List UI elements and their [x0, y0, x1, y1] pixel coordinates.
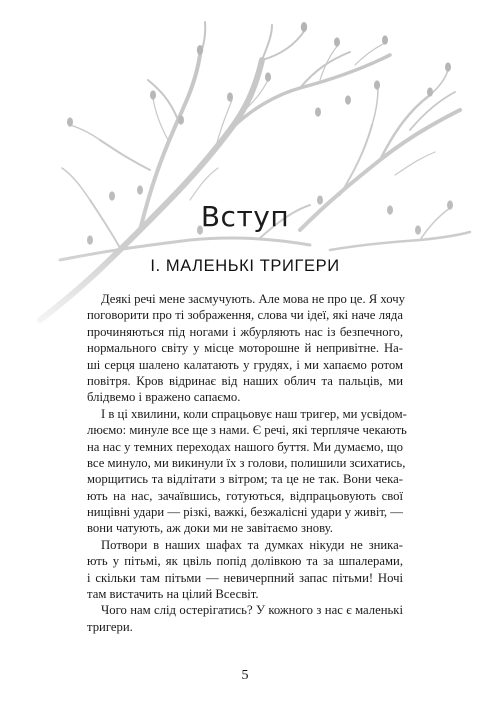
- chapter-title: Вступ: [200, 200, 290, 233]
- text-line: тригери.: [87, 619, 133, 634]
- text-line: прочиняються під ногами і жбурляють нас із безпечного,: [87, 324, 403, 339]
- branches-with-birds-illustration: [0, 0, 490, 330]
- text-line: морщитись та відлітати з вітром; та це не так. Вони чека-: [87, 472, 403, 487]
- text-line: там вистачить на цілий Всесвіт.: [87, 587, 259, 602]
- text-line: ють на нас, зачаївшись, готуються, відпрацьовують свої: [87, 488, 403, 503]
- text-line: блідвемо і вражено сапаємо.: [87, 390, 241, 405]
- text-line: повітря. Кров відринає від наших облич та пальців, ми: [87, 373, 403, 388]
- section-heading: I. МАЛЕНЬКІ ТРИГЕРИ: [150, 257, 340, 275]
- paragraph-2: [87, 406, 407, 537]
- text-line: ші серця шалено калатають у грудях, і ми хапаємо ротом: [87, 357, 403, 372]
- body-text: [87, 291, 407, 635]
- paragraph-1: [87, 291, 406, 406]
- text-line: і скільки там пітьми — невичерпний запас пітьми! Ночі: [87, 570, 403, 585]
- text-line: на нас у темних переходах нашого буття. Ми думаємо, що: [87, 439, 403, 454]
- text-line: Потвори в наших шафах та думках нікуди не зника-: [101, 537, 403, 552]
- text-line: Деякі речі мене засмучують. Але мова не про це. Я хочу: [101, 292, 406, 306]
- text-line: нищівні удари — різкі, важкі, безжалісні удари у живіт, —: [87, 505, 403, 520]
- text-line: все минуло, ми викинули їх з голови, полишили зсихатись,: [87, 455, 406, 470]
- text-line: нормального світу у місце моторошне й непривітне. На-: [87, 341, 403, 356]
- text-line: Чого нам слід остерігатись? У кожного з нас є маленькі: [101, 603, 403, 618]
- paragraph-4: [87, 602, 403, 635]
- text-line: вони чатують, аж доки ми не завітаємо знову.: [87, 521, 333, 536]
- paragraph-3: [87, 537, 403, 603]
- page-number: 5: [241, 668, 249, 683]
- text-line: люємо: минуле все ще з нами. Є речі, які терпляче чекають: [87, 423, 407, 438]
- text-line: поговорити про ті зображення, слова чи ідеї, які наче ляда: [87, 308, 403, 323]
- text-line: ють у пітьмі, як цвіль попід долівкою та за шпалерами,: [87, 554, 403, 569]
- text-line: І в ці хвилини, коли спрацьовує наш тригер, ми усвідом-: [101, 406, 407, 421]
